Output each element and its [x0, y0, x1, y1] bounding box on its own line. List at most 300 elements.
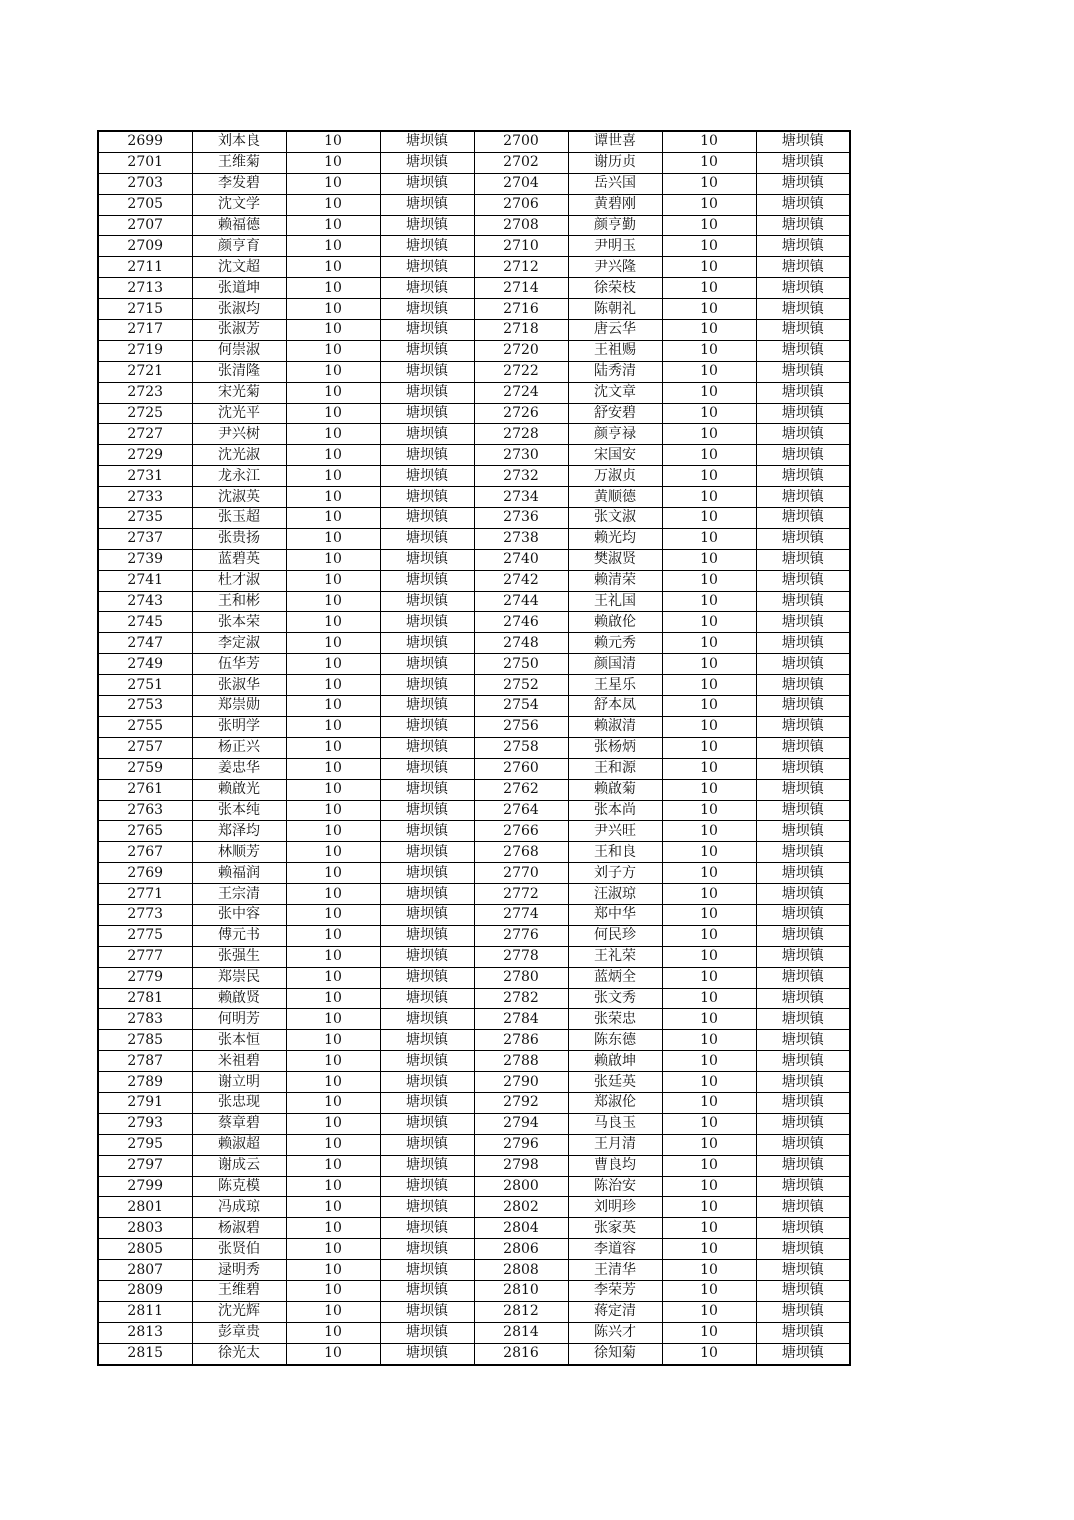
town-cell: 塘坝镇 — [380, 904, 474, 925]
name-cell: 林顺芳 — [192, 842, 286, 863]
serial-number-cell: 2780 — [474, 967, 568, 988]
table-row — [98, 1301, 850, 1322]
town-cell: 塘坝镇 — [756, 925, 850, 946]
table-row — [98, 528, 850, 549]
table-row — [98, 779, 850, 800]
town-cell: 塘坝镇 — [756, 445, 850, 466]
town-cell: 塘坝镇 — [756, 1092, 850, 1113]
town-cell: 塘坝镇 — [756, 737, 850, 758]
name-cell: 尹兴旺 — [568, 821, 662, 842]
serial-number-cell: 2802 — [474, 1197, 568, 1218]
amount-cell: 10 — [662, 320, 756, 341]
town-cell: 塘坝镇 — [756, 382, 850, 403]
serial-number-cell: 2769 — [98, 863, 192, 884]
amount-cell: 10 — [662, 800, 756, 821]
table-row — [98, 278, 850, 299]
town-cell: 塘坝镇 — [380, 424, 474, 445]
serial-number-cell: 2709 — [98, 236, 192, 257]
table-row — [98, 1280, 850, 1301]
serial-number-cell: 2723 — [98, 382, 192, 403]
name-cell: 张贤伯 — [192, 1239, 286, 1260]
town-cell: 塘坝镇 — [756, 716, 850, 737]
name-cell: 张文淑 — [568, 508, 662, 529]
serial-number-cell: 2751 — [98, 675, 192, 696]
name-cell: 张廷英 — [568, 1072, 662, 1093]
name-cell: 谢历贞 — [568, 152, 662, 173]
table-row — [98, 403, 850, 424]
serial-number-cell: 2790 — [474, 1072, 568, 1093]
name-cell: 张本纯 — [192, 800, 286, 821]
town-cell: 塘坝镇 — [756, 236, 850, 257]
name-cell: 龙永江 — [192, 466, 286, 487]
serial-number-cell: 2815 — [98, 1343, 192, 1364]
name-cell: 张淑华 — [192, 675, 286, 696]
table-row — [98, 340, 850, 361]
name-cell: 张道坤 — [192, 278, 286, 299]
name-cell: 陈东德 — [568, 1030, 662, 1051]
amount-cell: 10 — [662, 1072, 756, 1093]
amount-cell: 10 — [662, 842, 756, 863]
serial-number-cell: 2731 — [98, 466, 192, 487]
amount-cell: 10 — [662, 675, 756, 696]
amount-cell: 10 — [662, 466, 756, 487]
town-cell: 塘坝镇 — [380, 257, 474, 278]
amount-cell: 10 — [662, 152, 756, 173]
table-row — [98, 1218, 850, 1239]
amount-cell: 10 — [286, 633, 380, 654]
serial-number-cell: 2720 — [474, 340, 568, 361]
table-row — [98, 967, 850, 988]
amount-cell: 10 — [286, 152, 380, 173]
town-cell: 塘坝镇 — [380, 654, 474, 675]
amount-cell: 10 — [286, 528, 380, 549]
serial-number-cell: 2750 — [474, 654, 568, 675]
town-cell: 塘坝镇 — [756, 1030, 850, 1051]
town-cell: 塘坝镇 — [756, 131, 850, 152]
serial-number-cell: 2745 — [98, 612, 192, 633]
serial-number-cell: 2762 — [474, 779, 568, 800]
amount-cell: 10 — [662, 528, 756, 549]
serial-number-cell: 2747 — [98, 633, 192, 654]
name-cell: 王和良 — [568, 842, 662, 863]
serial-number-cell: 2744 — [474, 591, 568, 612]
amount-cell: 10 — [286, 1197, 380, 1218]
name-cell: 陈兴才 — [568, 1322, 662, 1343]
town-cell: 塘坝镇 — [756, 842, 850, 863]
name-cell: 张本尚 — [568, 800, 662, 821]
table-row — [98, 508, 850, 529]
amount-cell: 10 — [286, 925, 380, 946]
name-cell: 赖清荣 — [568, 570, 662, 591]
serial-number-cell: 2701 — [98, 152, 192, 173]
town-cell: 塘坝镇 — [380, 1260, 474, 1281]
name-cell: 赖福润 — [192, 863, 286, 884]
town-cell: 塘坝镇 — [380, 696, 474, 717]
serial-number-cell: 2739 — [98, 549, 192, 570]
amount-cell: 10 — [286, 382, 380, 403]
amount-cell: 10 — [286, 946, 380, 967]
serial-number-cell: 2796 — [474, 1134, 568, 1155]
amount-cell: 10 — [286, 1092, 380, 1113]
name-cell: 刘子方 — [568, 863, 662, 884]
name-cell: 徐知菊 — [568, 1343, 662, 1364]
name-cell: 蒋定清 — [568, 1301, 662, 1322]
serial-number-cell: 2729 — [98, 445, 192, 466]
serial-number-cell: 2756 — [474, 716, 568, 737]
amount-cell: 10 — [662, 508, 756, 529]
town-cell: 塘坝镇 — [380, 194, 474, 215]
serial-number-cell: 2810 — [474, 1280, 568, 1301]
town-cell: 塘坝镇 — [380, 382, 474, 403]
town-cell: 塘坝镇 — [756, 1301, 850, 1322]
name-cell: 汪淑琼 — [568, 884, 662, 905]
name-cell: 张玉超 — [192, 508, 286, 529]
serial-number-cell: 2804 — [474, 1218, 568, 1239]
name-cell: 王礼荣 — [568, 946, 662, 967]
serial-number-cell: 2768 — [474, 842, 568, 863]
serial-number-cell: 2778 — [474, 946, 568, 967]
town-cell: 塘坝镇 — [756, 1155, 850, 1176]
amount-cell: 10 — [286, 967, 380, 988]
serial-number-cell: 2795 — [98, 1134, 192, 1155]
town-cell: 塘坝镇 — [380, 1092, 474, 1113]
town-cell: 塘坝镇 — [756, 675, 850, 696]
town-cell: 塘坝镇 — [756, 194, 850, 215]
table-row — [98, 1134, 850, 1155]
name-cell: 蓝炳全 — [568, 967, 662, 988]
amount-cell: 10 — [662, 299, 756, 320]
serial-number-cell: 2763 — [98, 800, 192, 821]
table-row — [98, 1197, 850, 1218]
serial-number-cell: 2712 — [474, 257, 568, 278]
serial-number-cell: 2797 — [98, 1155, 192, 1176]
name-cell: 谢成云 — [192, 1155, 286, 1176]
name-cell: 张淑芳 — [192, 320, 286, 341]
amount-cell: 10 — [286, 758, 380, 779]
name-cell: 樊淑贤 — [568, 549, 662, 570]
amount-cell: 10 — [286, 131, 380, 152]
name-cell: 赖啟伦 — [568, 612, 662, 633]
serial-number-cell: 2716 — [474, 299, 568, 320]
town-cell: 塘坝镇 — [380, 925, 474, 946]
amount-cell: 10 — [286, 1260, 380, 1281]
name-cell: 何崇淑 — [192, 340, 286, 361]
serial-number-cell: 2812 — [474, 1301, 568, 1322]
serial-number-cell: 2726 — [474, 403, 568, 424]
name-cell: 王和源 — [568, 758, 662, 779]
serial-number-cell: 2725 — [98, 403, 192, 424]
table-row — [98, 1009, 850, 1030]
amount-cell: 10 — [662, 1030, 756, 1051]
serial-number-cell: 2794 — [474, 1113, 568, 1134]
name-cell: 刘本良 — [192, 131, 286, 152]
table-row — [98, 1239, 850, 1260]
table-row — [98, 131, 850, 152]
name-cell: 曹良均 — [568, 1155, 662, 1176]
serial-number-cell: 2758 — [474, 737, 568, 758]
table-row — [98, 194, 850, 215]
amount-cell: 10 — [662, 1218, 756, 1239]
town-cell: 塘坝镇 — [380, 675, 474, 696]
name-cell: 沈文学 — [192, 194, 286, 215]
town-cell: 塘坝镇 — [756, 1113, 850, 1134]
name-cell: 沈光辉 — [192, 1301, 286, 1322]
amount-cell: 10 — [662, 131, 756, 152]
serial-number-cell: 2704 — [474, 173, 568, 194]
serial-number-cell: 2741 — [98, 570, 192, 591]
table-row — [98, 716, 850, 737]
town-cell: 塘坝镇 — [756, 988, 850, 1009]
serial-number-cell: 2767 — [98, 842, 192, 863]
name-cell: 郑崇勋 — [192, 696, 286, 717]
name-cell: 沈文章 — [568, 382, 662, 403]
name-cell: 赖光均 — [568, 528, 662, 549]
name-cell: 杜才淑 — [192, 570, 286, 591]
amount-cell: 10 — [286, 904, 380, 925]
name-cell: 马良玉 — [568, 1113, 662, 1134]
town-cell: 塘坝镇 — [380, 215, 474, 236]
town-cell: 塘坝镇 — [380, 1134, 474, 1155]
name-cell: 李发碧 — [192, 173, 286, 194]
serial-number-cell: 2814 — [474, 1322, 568, 1343]
name-cell: 郑泽均 — [192, 821, 286, 842]
name-cell: 颜亨禄 — [568, 424, 662, 445]
name-cell: 赖淑超 — [192, 1134, 286, 1155]
name-cell: 舒本凤 — [568, 696, 662, 717]
amount-cell: 10 — [286, 1030, 380, 1051]
town-cell: 塘坝镇 — [756, 904, 850, 925]
name-cell: 何民珍 — [568, 925, 662, 946]
town-cell: 塘坝镇 — [756, 821, 850, 842]
amount-cell: 10 — [662, 445, 756, 466]
name-cell: 尹明玉 — [568, 236, 662, 257]
serial-number-cell: 2746 — [474, 612, 568, 633]
name-cell: 赖啟光 — [192, 779, 286, 800]
name-cell: 刘明珍 — [568, 1197, 662, 1218]
amount-cell: 10 — [286, 194, 380, 215]
serial-number-cell: 2755 — [98, 716, 192, 737]
serial-number-cell: 2754 — [474, 696, 568, 717]
serial-number-cell: 2713 — [98, 278, 192, 299]
town-cell: 塘坝镇 — [380, 1301, 474, 1322]
name-cell: 陈朝礼 — [568, 299, 662, 320]
name-cell: 王宗清 — [192, 884, 286, 905]
amount-cell: 10 — [286, 487, 380, 508]
town-cell: 塘坝镇 — [380, 1239, 474, 1260]
name-cell: 尹兴树 — [192, 424, 286, 445]
name-cell: 王维碧 — [192, 1280, 286, 1301]
table-row — [98, 675, 850, 696]
serial-number-cell: 2798 — [474, 1155, 568, 1176]
name-cell: 郑淑伦 — [568, 1092, 662, 1113]
amount-cell: 10 — [662, 716, 756, 737]
serial-number-cell: 2801 — [98, 1197, 192, 1218]
amount-cell: 10 — [286, 236, 380, 257]
serial-number-cell: 2743 — [98, 591, 192, 612]
table-row — [98, 236, 850, 257]
town-cell: 塘坝镇 — [756, 278, 850, 299]
serial-number-cell: 2753 — [98, 696, 192, 717]
town-cell: 塘坝镇 — [380, 570, 474, 591]
table-row — [98, 821, 850, 842]
name-cell: 沈光淑 — [192, 445, 286, 466]
town-cell: 塘坝镇 — [380, 236, 474, 257]
name-cell: 张忠现 — [192, 1092, 286, 1113]
serial-number-cell: 2781 — [98, 988, 192, 1009]
town-cell: 塘坝镇 — [756, 361, 850, 382]
amount-cell: 10 — [662, 1280, 756, 1301]
town-cell: 塘坝镇 — [380, 487, 474, 508]
town-cell: 塘坝镇 — [380, 152, 474, 173]
town-cell: 塘坝镇 — [380, 320, 474, 341]
town-cell: 塘坝镇 — [756, 967, 850, 988]
amount-cell: 10 — [662, 1155, 756, 1176]
serial-number-cell: 2714 — [474, 278, 568, 299]
amount-cell: 10 — [662, 1197, 756, 1218]
serial-number-cell: 2765 — [98, 821, 192, 842]
name-cell: 彭章贵 — [192, 1322, 286, 1343]
town-cell: 塘坝镇 — [380, 1343, 474, 1364]
table-row — [98, 946, 850, 967]
town-cell: 塘坝镇 — [756, 1343, 850, 1364]
table-row — [98, 758, 850, 779]
name-cell: 万淑贞 — [568, 466, 662, 487]
town-cell: 塘坝镇 — [756, 1280, 850, 1301]
name-cell: 黄顺德 — [568, 487, 662, 508]
amount-cell: 10 — [662, 236, 756, 257]
amount-cell: 10 — [286, 1072, 380, 1093]
name-cell: 赖元秀 — [568, 633, 662, 654]
amount-cell: 10 — [662, 549, 756, 570]
town-cell: 塘坝镇 — [756, 570, 850, 591]
town-cell: 塘坝镇 — [756, 487, 850, 508]
amount-cell: 10 — [286, 403, 380, 424]
name-cell: 蔡章碧 — [192, 1113, 286, 1134]
name-cell: 王礼国 — [568, 591, 662, 612]
amount-cell: 10 — [286, 361, 380, 382]
serial-number-cell: 2749 — [98, 654, 192, 675]
name-cell: 李定淑 — [192, 633, 286, 654]
town-cell: 塘坝镇 — [380, 716, 474, 737]
name-cell: 张杨炳 — [568, 737, 662, 758]
amount-cell: 10 — [286, 821, 380, 842]
roster-body — [98, 131, 850, 1365]
table-row — [98, 320, 850, 341]
town-cell: 塘坝镇 — [380, 278, 474, 299]
amount-cell: 10 — [662, 863, 756, 884]
name-cell: 张荣忠 — [568, 1009, 662, 1030]
name-cell: 宋光菊 — [192, 382, 286, 403]
serial-number-cell: 2706 — [474, 194, 568, 215]
name-cell: 王维菊 — [192, 152, 286, 173]
serial-number-cell: 2722 — [474, 361, 568, 382]
table-row — [98, 1072, 850, 1093]
town-cell: 塘坝镇 — [756, 549, 850, 570]
town-cell: 塘坝镇 — [756, 591, 850, 612]
amount-cell: 10 — [286, 1218, 380, 1239]
town-cell: 塘坝镇 — [756, 779, 850, 800]
name-cell: 张淑均 — [192, 299, 286, 320]
town-cell: 塘坝镇 — [756, 320, 850, 341]
town-cell: 塘坝镇 — [380, 1197, 474, 1218]
serial-number-cell: 2715 — [98, 299, 192, 320]
town-cell: 塘坝镇 — [756, 299, 850, 320]
town-cell: 塘坝镇 — [380, 737, 474, 758]
serial-number-cell: 2806 — [474, 1239, 568, 1260]
name-cell: 谭世喜 — [568, 131, 662, 152]
serial-number-cell: 2738 — [474, 528, 568, 549]
amount-cell: 10 — [662, 1113, 756, 1134]
table-row — [98, 1322, 850, 1343]
town-cell: 塘坝镇 — [756, 612, 850, 633]
table-row — [98, 696, 850, 717]
table-row — [98, 361, 850, 382]
town-cell: 塘坝镇 — [380, 758, 474, 779]
table-row — [98, 152, 850, 173]
amount-cell: 10 — [662, 487, 756, 508]
town-cell: 塘坝镇 — [756, 508, 850, 529]
table-row — [98, 633, 850, 654]
table-row — [98, 1113, 850, 1134]
table-row — [98, 1092, 850, 1113]
town-cell: 塘坝镇 — [380, 340, 474, 361]
town-cell: 塘坝镇 — [380, 1322, 474, 1343]
amount-cell: 10 — [662, 173, 756, 194]
town-cell: 塘坝镇 — [756, 1051, 850, 1072]
name-cell: 沈文超 — [192, 257, 286, 278]
serial-number-cell: 2800 — [474, 1176, 568, 1197]
town-cell: 塘坝镇 — [380, 946, 474, 967]
amount-cell: 10 — [662, 988, 756, 1009]
serial-number-cell: 2784 — [474, 1009, 568, 1030]
name-cell: 郑中华 — [568, 904, 662, 925]
name-cell: 王祖赐 — [568, 340, 662, 361]
serial-number-cell: 2717 — [98, 320, 192, 341]
amount-cell: 10 — [286, 654, 380, 675]
serial-number-cell: 2791 — [98, 1092, 192, 1113]
name-cell: 杨淑碧 — [192, 1218, 286, 1239]
town-cell: 塘坝镇 — [380, 1155, 474, 1176]
town-cell: 塘坝镇 — [380, 800, 474, 821]
amount-cell: 10 — [662, 382, 756, 403]
amount-cell: 10 — [662, 1051, 756, 1072]
amount-cell: 10 — [662, 1322, 756, 1343]
name-cell: 杨正兴 — [192, 737, 286, 758]
amount-cell: 10 — [286, 737, 380, 758]
table-row — [98, 570, 850, 591]
town-cell: 塘坝镇 — [380, 1176, 474, 1197]
amount-cell: 10 — [662, 1092, 756, 1113]
table-row — [98, 1176, 850, 1197]
serial-number-cell: 2811 — [98, 1301, 192, 1322]
name-cell: 赖淑清 — [568, 716, 662, 737]
table-row — [98, 1260, 850, 1281]
amount-cell: 10 — [662, 424, 756, 445]
table-row — [98, 737, 850, 758]
town-cell: 塘坝镇 — [380, 884, 474, 905]
serial-number-cell: 2816 — [474, 1343, 568, 1364]
name-cell: 王月清 — [568, 1134, 662, 1155]
town-cell: 塘坝镇 — [380, 612, 474, 633]
name-cell: 颜亨育 — [192, 236, 286, 257]
amount-cell: 10 — [286, 884, 380, 905]
name-cell: 冯成琼 — [192, 1197, 286, 1218]
amount-cell: 10 — [662, 821, 756, 842]
amount-cell: 10 — [662, 257, 756, 278]
serial-number-cell: 2736 — [474, 508, 568, 529]
town-cell: 塘坝镇 — [756, 424, 850, 445]
serial-number-cell: 2760 — [474, 758, 568, 779]
